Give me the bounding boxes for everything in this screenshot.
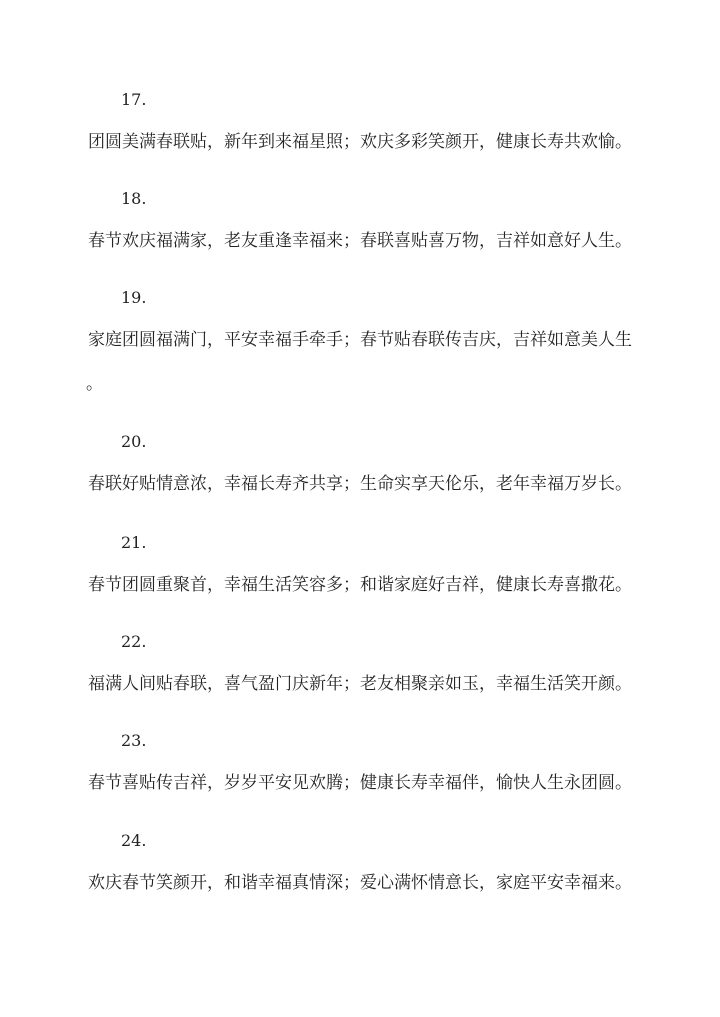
item-text: 春节欢庆福满家，老友重逢幸福来；春联喜贴喜万物，吉祥如意好人生。 xyxy=(88,231,632,251)
item-number: 21. xyxy=(121,533,147,552)
item-text: 春节喜贴传吉祥，岁岁平安见欢腾；健康长寿幸福伴，愉快人生永团圆。 xyxy=(88,773,632,793)
item-text: 家庭团圆福满门，平安幸福手牵手；春节贴春联传吉庆，吉祥如意美人生 xyxy=(88,330,632,350)
item-number: 24. xyxy=(121,831,147,850)
item-number: 19. xyxy=(121,288,147,307)
item-text-continuation: 。 xyxy=(86,374,103,394)
item-number: 18. xyxy=(121,189,147,208)
item-text: 春联好贴情意浓，幸福长寿齐共享；生命实享天伦乐，老年幸福万岁长。 xyxy=(88,474,632,494)
item-text: 春节团圆重聚首，幸福生活笑容多；和谐家庭好吉祥，健康长寿喜撒花。 xyxy=(88,575,632,595)
item-text: 福满人间贴春联，喜气盈门庆新年；老友相聚亲如玉，幸福生活笑开颜。 xyxy=(88,674,632,694)
item-text: 团圆美满春联贴，新年到来福星照；欢庆多彩笑颜开，健康长寿共欢愉。 xyxy=(88,132,632,152)
item-number: 17. xyxy=(121,90,147,109)
item-text: 欢庆春节笑颜开，和谐幸福真情深；爱心满怀情意长，家庭平安幸福来。 xyxy=(88,873,632,893)
item-number: 22. xyxy=(121,632,147,651)
item-number: 23. xyxy=(121,731,147,750)
item-number: 20. xyxy=(121,432,147,451)
